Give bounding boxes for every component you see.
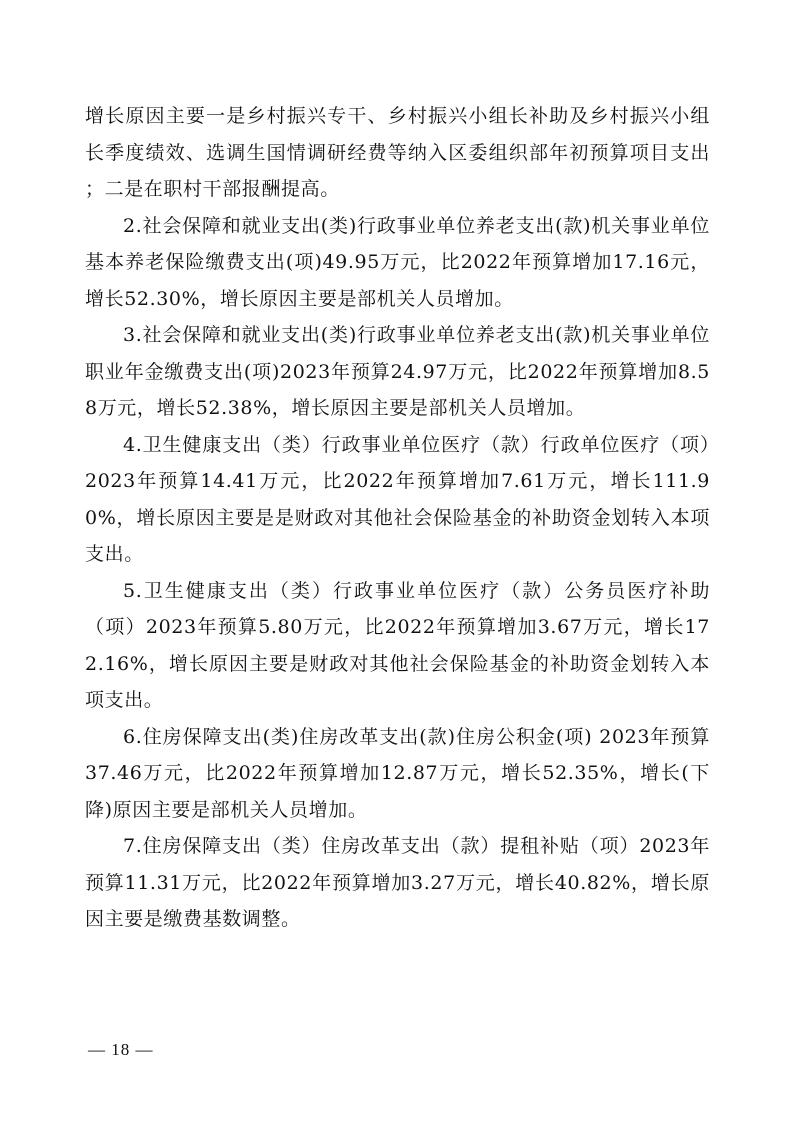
paragraph-item-3: 3.社会保障和就业支出(类)行政事业单位养老支出(款)机关事业单位职业年金缴费支出(项)2023年预算24.97万元，比2022年预算增加8.58万元，增长52.38%，增长原因主要是部机关人员增加。 <box>85 324 710 419</box>
document-body <box>85 98 710 938</box>
paragraph-item-5: 5.卫生健康支出（类）行政事业单位医疗（款）公务员医疗补助（项）2023年预算5.80万元，比2022年预算增加3.67万元，增长172.16%，增长原因主要是财政对其他社会保险基金的补助资金划转入本项支出。 <box>85 579 710 711</box>
paragraph-item-7: 7.住房保障支出（类）住房改革支出（款）提租补贴（项）2023年预算11.31万元，比2022年预算增加3.27万元，增长40.82%，增长原因主要是缴费基数调整。 <box>85 835 710 930</box>
page-number: — 18 — <box>88 1040 154 1059</box>
paragraph-continuation: 增长原因主要一是乡村振兴专干、乡村振兴小组长补助及乡村振兴小组长季度绩效、选调生国情调研经费等纳入区委组织部年初预算项目支出 ；二是在职村干部报酬提高。 <box>85 105 710 200</box>
paragraph-item-4: 4.卫生健康支出（类）行政事业单位医疗（款）行政单位医疗（项）2023年预算14.41万元，比2022年预算增加7.61万元，增长111.90%，增长原因主要是是财政对其他社会保险基金的补助资金划转入本项支出。 <box>85 433 710 565</box>
paragraph-item-6: 6.住房保障支出(类)住房改革支出(款)住房公积金(项) 2023年预算37.46万元，比2022年预算增加12.87万元，增长52.35%，增长(下降)原因主要是部机关人员增加。 <box>85 725 710 821</box>
paragraph-item-2: 2.社会保障和就业支出(类)行政事业单位养老支出(款)机关事业单位基本养老保险缴费支出(项)49.95万元，比2022年预算增加17.16元，增长52.30%，增长原因主要是部机关人员增加。 <box>85 214 710 310</box>
